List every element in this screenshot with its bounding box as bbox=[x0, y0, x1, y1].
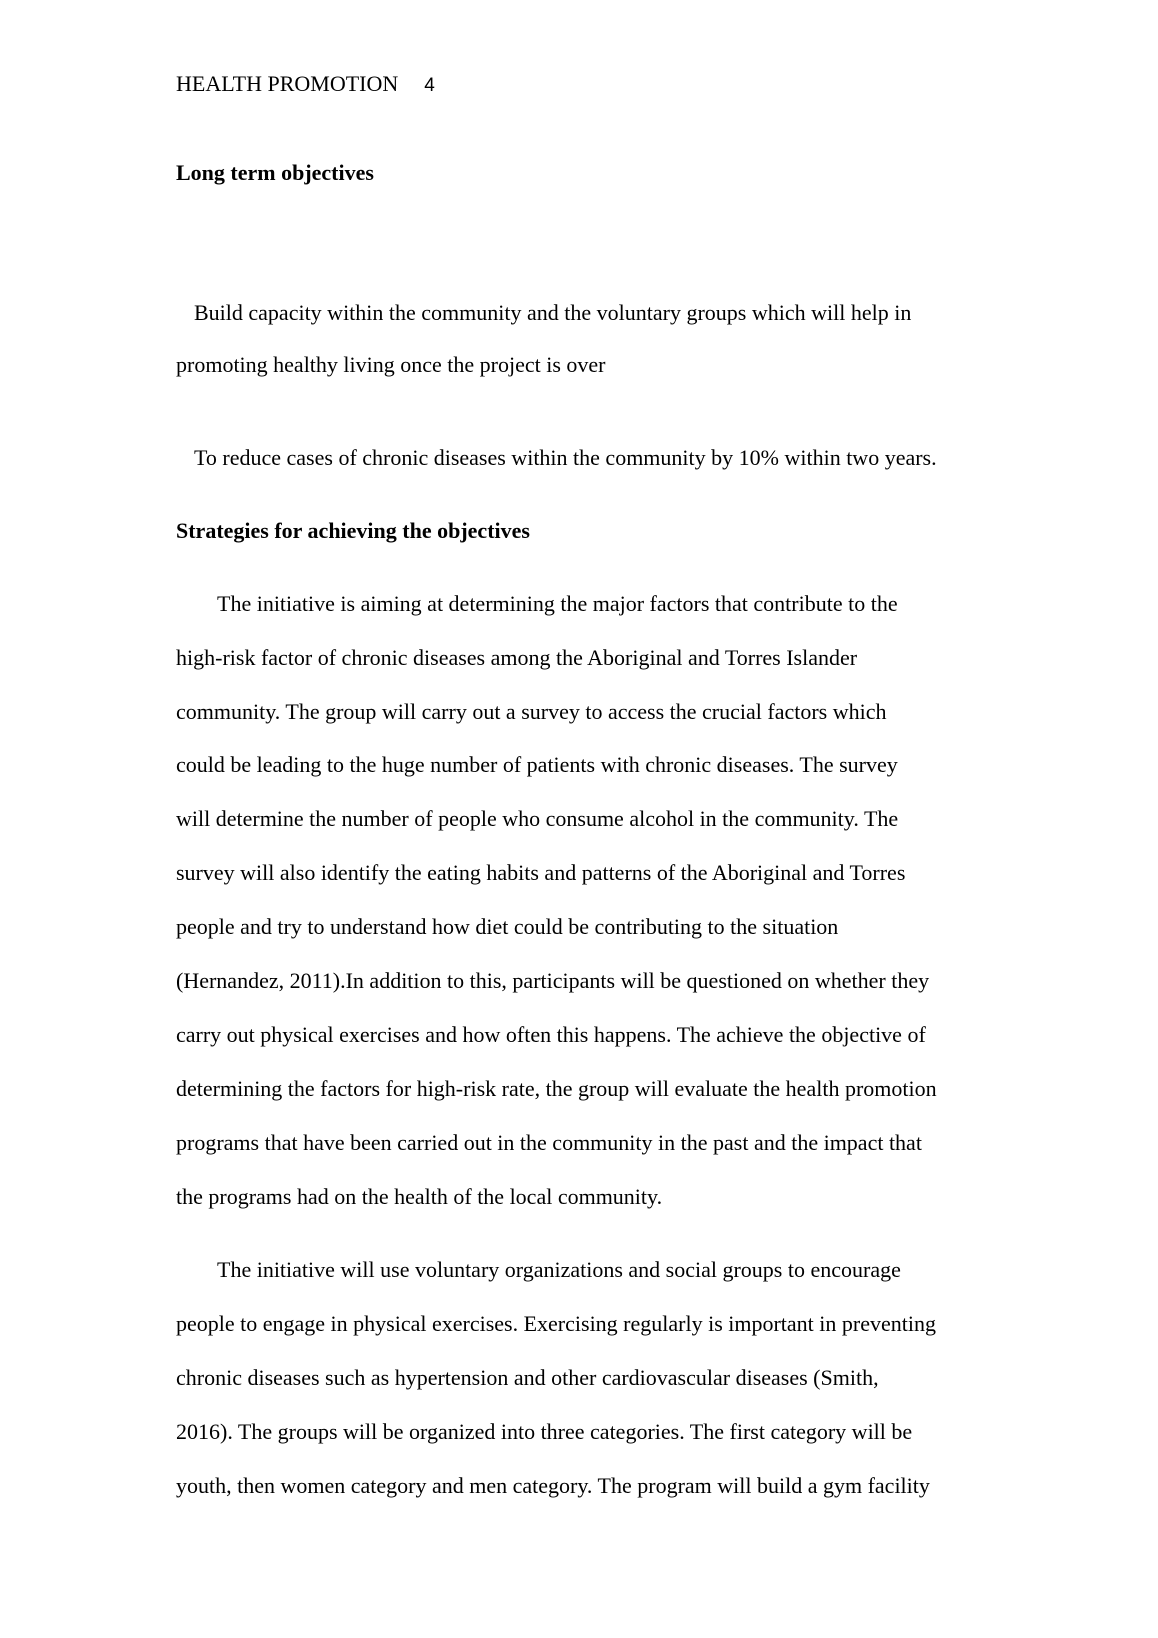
page-number: 4 bbox=[424, 75, 435, 96]
paragraph-2-line: youth, then women category and men category. The program will build a gym facility bbox=[176, 1473, 930, 1498]
paragraph-1-line: could be leading to the huge number of patients with chronic diseases. The survey bbox=[176, 752, 898, 777]
paragraph-1-line: community. The group will carry out a survey to access the crucial factors which bbox=[176, 699, 887, 724]
paragraph-1-line: the programs had on the health of the local community. bbox=[176, 1184, 663, 1209]
paragraph-1-line: (Hernandez, 2011).In addition to this, participants will be questioned on whether they bbox=[176, 968, 930, 993]
heading-long-term-objectives: Long term objectives bbox=[176, 160, 374, 185]
objective-1-line-1: Build capacity within the community and the voluntary groups which will help in bbox=[194, 300, 912, 325]
paragraph-1-line: determining the factors for high-risk rate, the group will evaluate the health promotion bbox=[176, 1076, 937, 1101]
paragraph-2-line: people to engage in physical exercises. Exercising regularly is important in preventing bbox=[176, 1311, 936, 1336]
paragraph-1-line: high-risk factor of chronic diseases among the Aboriginal and Torres Islander bbox=[176, 645, 858, 670]
paragraph-1-line: programs that have been carried out in the community in the past and the impact that bbox=[176, 1130, 922, 1155]
paragraph-2-line: chronic diseases such as hypertension and other cardiovascular diseases (Smith, bbox=[176, 1365, 879, 1390]
paragraph-1-line: will determine the number of people who consume alcohol in the community. The bbox=[176, 806, 899, 831]
heading-strategies: Strategies for achieving the objectives bbox=[176, 518, 530, 543]
paragraph-1-line: The initiative is aiming at determining the major factors that contribute to the bbox=[217, 591, 898, 616]
paragraph-1-line: survey will also identify the eating habits and patterns of the Aboriginal and Torres bbox=[176, 860, 906, 885]
running-head-title: HEALTH PROMOTION bbox=[176, 71, 399, 96]
running-head bbox=[176, 70, 435, 100]
objective-2: To reduce cases of chronic diseases within the community by 10% within two years. bbox=[194, 445, 937, 470]
paragraph-2-line: The initiative will use voluntary organizations and social groups to encourage bbox=[217, 1257, 901, 1282]
paragraph-1-line: people and try to understand how diet could be contributing to the situation bbox=[176, 914, 839, 939]
paragraph-1-line: carry out physical exercises and how often this happens. The achieve the objective of bbox=[176, 1022, 926, 1047]
objective-1-line-2: promoting healthy living once the project is over bbox=[176, 352, 606, 377]
paragraph-2-line: 2016). The groups will be organized into three categories. The first category will be bbox=[176, 1419, 913, 1444]
